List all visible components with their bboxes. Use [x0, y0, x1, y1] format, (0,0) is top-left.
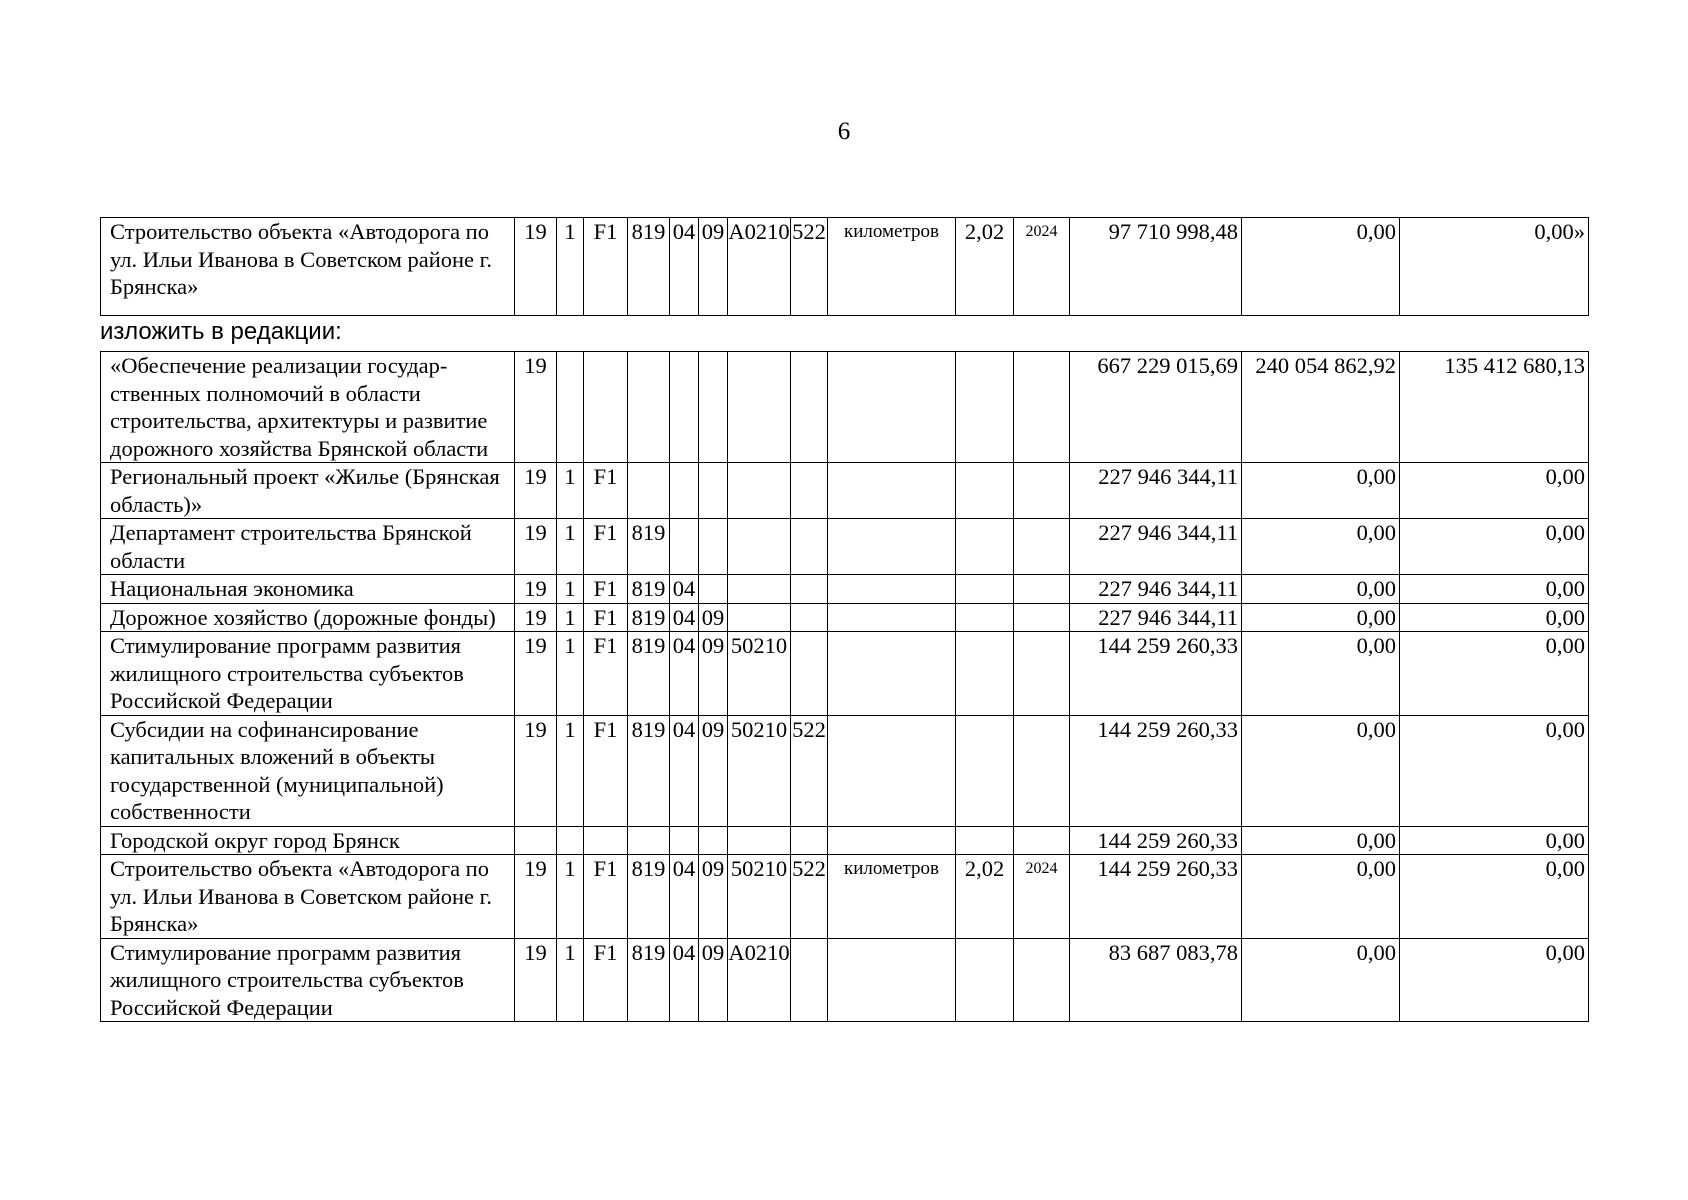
code-cell: 19: [515, 715, 557, 826]
code-cell: [515, 826, 557, 855]
code-cell: 19: [515, 575, 557, 604]
amount-cell: 0,00: [1400, 463, 1589, 519]
unit-cell: [828, 632, 956, 716]
amount-cell: 667 229 015,69: [1070, 352, 1242, 463]
table-row: [101, 603, 1589, 632]
code-cell: [728, 519, 791, 575]
code-cell: 19: [515, 463, 557, 519]
unit-cell: [828, 463, 956, 519]
code-cell: [791, 575, 828, 604]
unit-cell: километров: [828, 218, 956, 316]
amount-cell: 0,00: [1242, 855, 1400, 939]
code-cell: 19: [515, 632, 557, 716]
quantity-cell: [956, 463, 1014, 519]
code-cell: [728, 352, 791, 463]
code-cell: [670, 463, 699, 519]
quantity-cell: [956, 352, 1014, 463]
code-cell: 819: [628, 218, 670, 316]
row-name: Стимулирование программ развития жилищного строительства субъектов Российской Федерации: [101, 938, 515, 1022]
code-cell: 09: [699, 855, 728, 939]
table-row: [101, 855, 1589, 939]
unit-cell: [828, 352, 956, 463]
amount-cell: 227 946 344,11: [1070, 519, 1242, 575]
code-cell: 09: [699, 632, 728, 716]
code-cell: 50210: [728, 855, 791, 939]
amount-cell: 0,00: [1400, 938, 1589, 1022]
row-name: Региональный проект «Жилье (Брянская область)»: [101, 463, 515, 519]
amount-cell: 227 946 344,11: [1070, 575, 1242, 604]
year-cell: [1014, 632, 1070, 716]
code-cell: 522: [791, 715, 828, 826]
table-row: [101, 463, 1589, 519]
code-cell: 819: [628, 715, 670, 826]
year-cell: [1014, 463, 1070, 519]
amount-cell: 144 259 260,33: [1070, 715, 1242, 826]
code-cell: [557, 352, 584, 463]
section-label: изложить в редакции:: [100, 318, 342, 345]
new-version-table: [100, 351, 1589, 1022]
code-cell: F1: [584, 575, 628, 604]
quantity-cell: [956, 632, 1014, 716]
code-cell: F1: [584, 715, 628, 826]
amount-cell: 0,00: [1400, 855, 1589, 939]
code-cell: [699, 575, 728, 604]
amount-cell: 0,00: [1242, 715, 1400, 826]
amount-cell: 0,00: [1400, 575, 1589, 604]
code-cell: F1: [584, 519, 628, 575]
unit-cell: [828, 938, 956, 1022]
amount-cell: 0,00»: [1400, 218, 1589, 316]
code-cell: 522: [791, 855, 828, 939]
code-cell: 04: [670, 632, 699, 716]
table-row: [101, 575, 1589, 604]
code-cell: 819: [628, 575, 670, 604]
amount-cell: 0,00: [1400, 632, 1589, 716]
code-cell: [728, 603, 791, 632]
amount-cell: 0,00: [1400, 826, 1589, 855]
code-cell: 819: [628, 938, 670, 1022]
code-cell: [699, 826, 728, 855]
amount-cell: 144 259 260,33: [1070, 632, 1242, 716]
quantity-cell: 2,02: [956, 855, 1014, 939]
unit-cell: [828, 575, 956, 604]
row-name: Субсидии на софинансирование капитальных вложений в объекты государственной (муниципальной) собственности: [101, 715, 515, 826]
code-cell: 04: [670, 218, 699, 316]
code-cell: F1: [584, 632, 628, 716]
code-cell: [791, 463, 828, 519]
code-cell: 04: [670, 938, 699, 1022]
row-name: Национальная экономика: [101, 575, 515, 604]
code-cell: [628, 352, 670, 463]
quantity-cell: [956, 826, 1014, 855]
unit-cell: [828, 715, 956, 826]
amount-cell: 240 054 862,92: [1242, 352, 1400, 463]
year-cell: 2024: [1014, 218, 1070, 316]
table-row: [101, 938, 1589, 1022]
code-cell: [670, 352, 699, 463]
code-cell: [670, 826, 699, 855]
code-cell: [791, 826, 828, 855]
row-name: Строительство объекта «Автодорога по ул. Ильи Иванова в Советском районе г. Брянска»: [101, 218, 515, 316]
code-cell: [670, 519, 699, 575]
code-cell: 19: [515, 855, 557, 939]
code-cell: [699, 519, 728, 575]
code-cell: F1: [584, 603, 628, 632]
code-cell: F1: [584, 463, 628, 519]
year-cell: [1014, 938, 1070, 1022]
code-cell: A0210: [728, 218, 791, 316]
unit-cell: [828, 826, 956, 855]
amount-cell: 0,00: [1400, 715, 1589, 826]
code-cell: [584, 826, 628, 855]
amount-cell: 0,00: [1242, 603, 1400, 632]
code-cell: [791, 519, 828, 575]
row-name: «Обеспечение реализации государ-ственных полномочий в области строительства, архитектуры и развитие дорожного хозяйства Брянской области: [101, 352, 515, 463]
code-cell: F1: [584, 938, 628, 1022]
amount-cell: 97 710 998,48: [1070, 218, 1242, 316]
quantity-cell: [956, 715, 1014, 826]
code-cell: 819: [628, 519, 670, 575]
table-row: [101, 826, 1589, 855]
year-cell: 2024: [1014, 855, 1070, 939]
code-cell: 819: [628, 855, 670, 939]
code-cell: 1: [557, 855, 584, 939]
amount-cell: 144 259 260,33: [1070, 826, 1242, 855]
code-cell: 19: [515, 519, 557, 575]
code-cell: F1: [584, 218, 628, 316]
code-cell: [628, 463, 670, 519]
old-version-table: [100, 217, 1589, 316]
year-cell: [1014, 519, 1070, 575]
code-cell: 50210: [728, 715, 791, 826]
amount-cell: 0,00: [1242, 632, 1400, 716]
code-cell: 1: [557, 575, 584, 604]
code-cell: [791, 603, 828, 632]
code-cell: 1: [557, 463, 584, 519]
code-cell: 19: [515, 603, 557, 632]
code-cell: [557, 826, 584, 855]
code-cell: F1: [584, 855, 628, 939]
code-cell: 19: [515, 938, 557, 1022]
code-cell: 819: [628, 603, 670, 632]
table-row: [101, 715, 1589, 826]
year-cell: [1014, 352, 1070, 463]
amount-cell: 0,00: [1242, 218, 1400, 316]
code-cell: [791, 938, 828, 1022]
amount-cell: 0,00: [1400, 603, 1589, 632]
row-name: Стимулирование программ развития жилищного строительства субъектов Российской Федерации: [101, 632, 515, 716]
code-cell: 1: [557, 603, 584, 632]
unit-cell: [828, 519, 956, 575]
year-cell: [1014, 603, 1070, 632]
year-cell: [1014, 575, 1070, 604]
page-number: 6: [837, 118, 851, 145]
code-cell: [791, 632, 828, 716]
code-cell: 09: [699, 938, 728, 1022]
code-cell: [699, 352, 728, 463]
row-name: Строительство объекта «Автодорога по ул. Ильи Иванова в Советском районе г. Брянска»: [101, 855, 515, 939]
code-cell: 50210: [728, 632, 791, 716]
quantity-cell: [956, 519, 1014, 575]
table-row: [101, 632, 1589, 716]
code-cell: 1: [557, 632, 584, 716]
amount-cell: 227 946 344,11: [1070, 463, 1242, 519]
row-name: Дорожное хозяйство (дорожные фонды): [101, 603, 515, 632]
row-name: Департамент строительства Брянской области: [101, 519, 515, 575]
amount-cell: 0,00: [1242, 519, 1400, 575]
code-cell: A0210: [728, 938, 791, 1022]
code-cell: 04: [670, 715, 699, 826]
code-cell: [728, 575, 791, 604]
amount-cell: 135 412 680,13: [1400, 352, 1589, 463]
code-cell: 04: [670, 603, 699, 632]
amount-cell: 0,00: [1242, 938, 1400, 1022]
code-cell: 1: [557, 938, 584, 1022]
code-cell: [628, 826, 670, 855]
unit-cell: [828, 603, 956, 632]
code-cell: 819: [628, 632, 670, 716]
table-row: [101, 519, 1589, 575]
code-cell: 19: [515, 218, 557, 316]
year-cell: [1014, 826, 1070, 855]
amount-cell: 144 259 260,33: [1070, 855, 1242, 939]
code-cell: 09: [699, 603, 728, 632]
quantity-cell: [956, 603, 1014, 632]
row-name: Городской округ город Брянск: [101, 826, 515, 855]
code-cell: 1: [557, 715, 584, 826]
amount-cell: 0,00: [1242, 826, 1400, 855]
table-row: [101, 352, 1589, 463]
quantity-cell: 2,02: [956, 218, 1014, 316]
code-cell: [699, 463, 728, 519]
year-cell: [1014, 715, 1070, 826]
code-cell: 09: [699, 218, 728, 316]
code-cell: 04: [670, 575, 699, 604]
code-cell: 04: [670, 855, 699, 939]
amount-cell: 83 687 083,78: [1070, 938, 1242, 1022]
code-cell: [728, 463, 791, 519]
code-cell: 19: [515, 352, 557, 463]
code-cell: 1: [557, 519, 584, 575]
amount-cell: 0,00: [1400, 519, 1589, 575]
quantity-cell: [956, 938, 1014, 1022]
amount-cell: 0,00: [1242, 575, 1400, 604]
code-cell: [791, 352, 828, 463]
code-cell: [584, 352, 628, 463]
amount-cell: 227 946 344,11: [1070, 603, 1242, 632]
unit-cell: километров: [828, 855, 956, 939]
code-cell: 522: [791, 218, 828, 316]
code-cell: 09: [699, 715, 728, 826]
code-cell: [728, 826, 791, 855]
amount-cell: 0,00: [1242, 463, 1400, 519]
table-row: [101, 218, 1589, 316]
code-cell: 1: [557, 218, 584, 316]
quantity-cell: [956, 575, 1014, 604]
